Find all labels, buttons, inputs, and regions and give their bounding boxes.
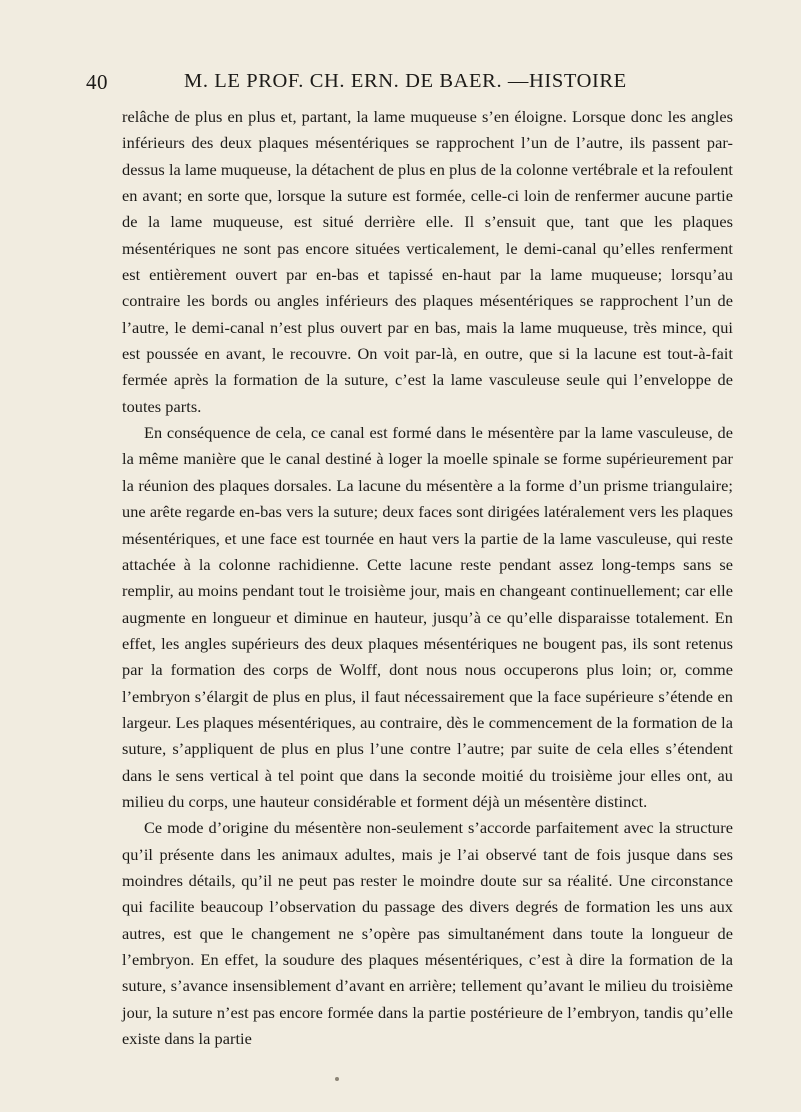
page-header xyxy=(86,70,716,96)
page-number: 40 xyxy=(86,70,108,94)
paragraph-3: Ce mode d’origine du mésentère non-seulement s’accorde parfaitement avec la structure qu’il présente dans les animaux adultes, mais je l’ai observé tant de fois jusque dans ses moindres détails, qu’il ne peut pas rester le moindre doute sur sa réalité. Une circonstance qui facilite beaucoup l’observation du passage des divers degrés de formation les uns aux autres, est que le changement ne s’opère pas simultanément dans toute la longueur de l’embryon. En effet, la soudure des plaques mésentériques, c’est à dire la formation de la suture, s’avance insensiblement d’avant en arrière; tellement qu’avant le milieu du troisième jour, la suture n’est pas encore formée dans la partie postérieure de l’embryon, tandis qu’elle existe dans la partie xyxy=(122,818,733,1049)
paragraph-1: relâche de plus en plus et, partant, la lame muqueuse s’en éloigne. Lorsque donc les angles inférieurs des deux plaques mésentériques se rapprochent l’un de l’autre, ils passent par-dessus la lame muqueuse, la détachent de plus en plus de la colonne vertébrale et la refoulent en avant; en sorte que, lorsque la suture est formée, celle-ci loin de renfermer aucune partie de la lame muqueuse, est situé derrière elle. Il s’ensuit que, tant que les plaques mésentériques ne sont pas encore situées verticalement, le demi-canal qu’elles renferment est entièrement ouvert par en-bas et tapissé en-haut par la lame muqueuse; lorsqu’au contraire les bords ou angles inférieurs des plaques mésentériques se rapprochent l’un de l’autre, le demi-canal n’est plus ouvert par en bas, mais la lame muqueuse, très mince, qui est poussée en avant, le recouvre. On voit par-là, en outre, que si la lacune est tout-à-fait fermée après la formation de la suture, c’est la lame vasculeuse seule qui l’enveloppe de toutes parts. xyxy=(122,107,733,416)
running-head: M. LE PROF. CH. ERN. DE BAER. —HISTOIRE xyxy=(184,70,627,92)
paragraph-2: En conséquence de cela, ce canal est formé dans le mésentère par la lame vasculeuse, de la même manière que le canal destiné à loger la moelle spinale se forme supérieurement par la réunion des plaques dorsales. La lacune du mésentère a la forme d’un prisme triangulaire; une arête regarde en-bas vers la suture; deux faces sont dirigées latéralement vers les plaques mésentériques, et une face est tournée en haut vers la partie de la lame vasculeuse, qui reste attachée à la colonne rachidienne. Cette lacune reste pendant assez long-temps sans se remplir, au moins pendant tout le troisième jour, mais en changeant continuellement; car elle augmente en longueur et diminue en hauteur, jusqu’à ce qu’elle disparaisse totalement. En effet, les angles supérieurs des deux plaques mésentériques ne bougent pas, ils sont retenus par la formation des corps de Wolff, dont nous nous occuperons plus loin; or, comme l’embryon s’élargit de plus en plus, il faut nécessairement que la face supérieure s’étende en largeur. Les plaques mésentériques, au contraire, dès le commencement de la formation de la suture, s’appliquent de plus en plus l’une contre l’autre; par suite de cela elles s’étendent dans le sens vertical à tel point que dans la seconde moitié du troisième jour elles ont, au milieu du corps, une hauteur considérable et forment déjà un mésentère distinct. xyxy=(122,423,733,811)
paper-speck xyxy=(335,1077,339,1081)
body-text xyxy=(122,104,733,1052)
